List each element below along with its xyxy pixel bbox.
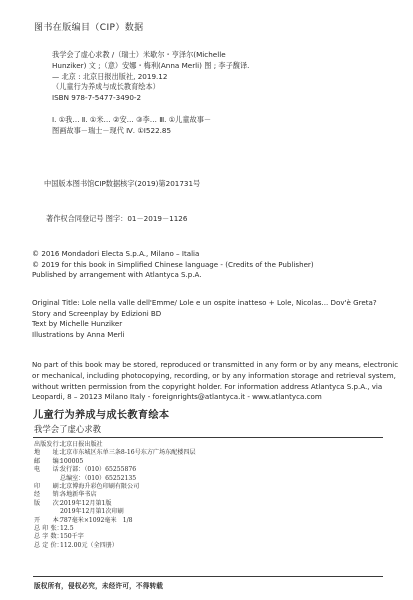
pub-value: 总编室：（010）65252135 [60,474,137,482]
cip-class-line: Ⅰ. ①我… Ⅱ. ①米… ②安… ③李… Ⅲ. ①儿童故事－ [52,114,212,124]
pub-label: 邮 编： [34,457,65,465]
pub-label: 印 刷： [34,482,65,490]
pub-value: 北京日报出版社 [60,441,103,448]
pub-row [34,449,384,457]
pub-label: 版 次： [34,499,65,507]
pub-label: 地 址： [34,449,65,457]
rights-line: without written permission from the copyright holder. For information address Atlantyca S.p.A., via [32,381,383,391]
copyright-warning: 版权所有，侵权必究，未经许可，不得转载 [34,582,164,590]
cip-isbn: ISBN 978-7-5477-3490-2 [52,93,142,103]
cip-record-number: 中国版本图书馆CIP数据核字(2019)第201731号 [44,179,201,188]
rights-statement [32,360,402,403]
cip-line: 我学会了虚心求教 /（瑞士）米歇尔・亨泽尔(Michelle [52,50,226,59]
pub-row [34,525,384,533]
rights-line: or mechanical, including photocopying, recording, or by any information storage and retrieval system, [32,370,396,380]
rights-line: No part of this book may be stored, reproduced or transmitted in any form or by any means, electronic [32,360,399,369]
cip-line: （儿童行为养成与成长教育绘本） [52,82,160,92]
pub-value: 112.00元（全四册） [60,541,118,549]
copyright-line: Published by arrangement with Atlantyca S.p.A. [32,270,202,280]
pub-row [34,466,384,474]
pub-row [34,491,384,499]
pub-label: 总 定 价： [34,541,63,549]
copyright-line: © 2019 for this book in Simplified Chinese language - (Credits of the Publisher) [32,259,314,269]
pub-label: 总 印 张： [34,524,63,532]
pub-label [34,475,60,483]
pub-label: 开 本： [34,516,65,524]
divider [33,576,383,577]
divider [33,437,383,438]
cip-title: 图书在版编目（CIP）数据 [34,23,144,33]
cip-line: Hunziker) 文 ;（意）安娜・梅利(Anna Merli) 图 ; 李子馥译. [52,60,250,70]
pub-row [34,475,384,483]
credit-line: Text by Michelle Hunziker [32,319,123,329]
pub-row [34,508,384,516]
publication-info [34,441,384,550]
cip-class-line: 图画故事－瑞士－现代 Ⅳ. ①I522.85 [52,125,172,135]
book-subtitle: 我学会了虚心求教 [34,424,101,434]
pub-row [34,500,384,508]
pub-value: 787毫米×1092毫米 1/8 [60,516,133,524]
original-title-credits [32,298,402,340]
pub-value: 12.5 [60,524,74,532]
pub-row [34,517,384,525]
rights-line: Leopardi, 8 – 20123 Milano Italy - foreignrights@atlantyca.it - www.atlantyca.com [32,392,322,402]
pub-label [34,508,60,516]
pub-value: 2019年12月第1次印刷 [60,508,124,516]
pub-row [34,458,384,466]
pub-value: 100005 [60,457,84,465]
copyright-registration-number: 著作权合同登记号 图字：01－2019－1126 [46,214,188,223]
pub-value: 发行部：（010）65255876 [60,466,137,474]
pub-label: 经 销： [34,491,65,499]
pub-value: 2019年12月第1版 [60,499,112,507]
pub-value: 各地新华书店 [60,491,97,499]
pub-value: 150千字 [60,533,84,541]
pub-label: 总 字 数： [34,533,63,541]
pub-value: 北京市东城区东单三条8-16号东方广场东配楼四层 [60,449,196,457]
credit-line: Story and Screenplay by Edizioni BD [32,308,162,318]
copyright-notice [32,249,402,281]
copyright-line: © 2016 Mondadori Electa S.p.A., Milano – Italia [32,249,200,258]
pub-label: 出版发行： [34,441,65,448]
cip-line: — 北京 : 北京日报出版社, 2019.12 [52,71,168,81]
cip-data-block [52,50,397,137]
original-title: Original Title: Lole nella valle dell'Emme/ Lole e un ospite inatteso + Lole, Nicolas... Dov'è Greta? [32,298,377,307]
pub-row [34,533,384,541]
pub-value: 北京博海升彩色印刷有限公司 [60,482,140,490]
series-title: 儿童行为养成与成长教育绘本 [33,409,170,421]
credit-line: Illustrations by Anna Merli [32,329,125,339]
pub-row [34,542,384,550]
pub-label: 电 话： [34,466,65,474]
